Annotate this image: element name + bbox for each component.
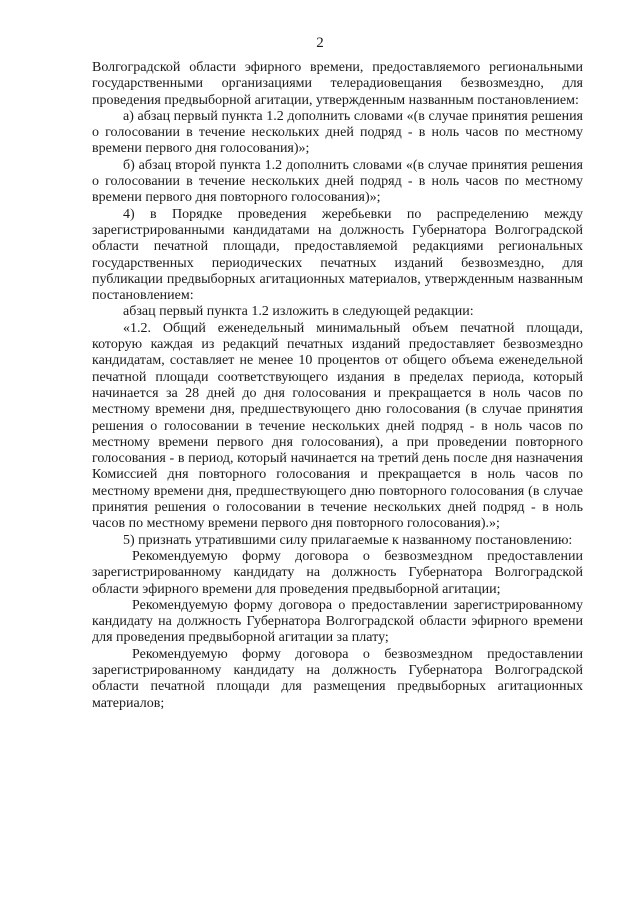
paragraph-form-print-space: Рекомендуемую форму договора о безвозмездном предоставлении зарегистрированному кандидату на должность Губернатора Волгоградской области печатной площади для размещения предвыборных агитационных материалов; [92, 646, 583, 711]
paragraph-form-paid-airtime: Рекомендуемую форму договора о предоставлении зарегистрированному кандидату на должность Губернатора Волгоградской области эфирного времени для проведения предвыборной агитации за плату; [92, 597, 583, 646]
paragraph-quoted-clause-1-2: «1.2. Общий еженедельный минимальный объем печатной площади, которую каждая из редакций печатных изданий предоставляет безвозмездно кандидатам, составляет не менее 10 процентов от общего объема еженедельной печатной площади соответствующего издания в пределах периода, который начинается за 28 дней до дня голосования и прекращается в ноль часов по местному времени дня, предшествующего дню голосования (в случае принятия решения о голосовании в течение нескольких дней подряд - в ноль часов по местному времени первого дня голосования), а при проведении повторного голосования - в период, который начинается на третий день после дня назначения Комиссией дня повторного голосования и прекращается в ноль часов по местному времени дня, предшествующего дню повторного голосования (в случае принятия решения о голосовании в течение нескольких дней подряд - в ноль часов по местному времени первого дня повторного голосования).»; [92, 320, 583, 532]
paragraph-item-4: 4) в Порядке проведения жеребьевки по распределению между зарегистрированными кандидатами на должность Губернатора Волгоградской области печатной площади, предоставляемой редакциями региональных государственных периодических печатных изданий безвозмездно, для публикации предвыборных агитационных материалов, утвержденным названным постановлением: [92, 206, 583, 304]
paragraph-item-5: 5) признать утратившими силу прилагаемые к названному постановлению: [123, 532, 573, 548]
document-body [92, 60, 583, 712]
paragraph-continuation: Волгоградской области эфирного времени, предоставляемого региональными государственными организациями телерадиовещания безвозмездно, для проведения предвыборной агитации, утвержденным названным постановлением: [92, 60, 583, 108]
paragraph-item-b: б) абзац второй пункта 1.2 дополнить словами «(в случае принятия решения о голосовании в течение нескольких дней подряд - в ноль часов по местному времени первого дня повторного голосования)»; [92, 157, 583, 206]
paragraph-form-free-airtime: Рекомендуемую форму договора о безвозмездном предоставлении зарегистрированному кандидату на должность Губернатора Волгоградской области эфирного времени для проведения предвыборной агитации; [92, 548, 583, 597]
paragraph-item-a: а) абзац первый пункта 1.2 дополнить словами «(в случае принятия решения о голосовании в течение нескольких дней подряд - в ноль часов по местному времени первого дня голосования)»; [92, 108, 583, 157]
page-number: 2 [316, 35, 324, 51]
paragraph-amendment-intro: абзац первый пункта 1.2 изложить в следующей редакции: [123, 304, 474, 320]
